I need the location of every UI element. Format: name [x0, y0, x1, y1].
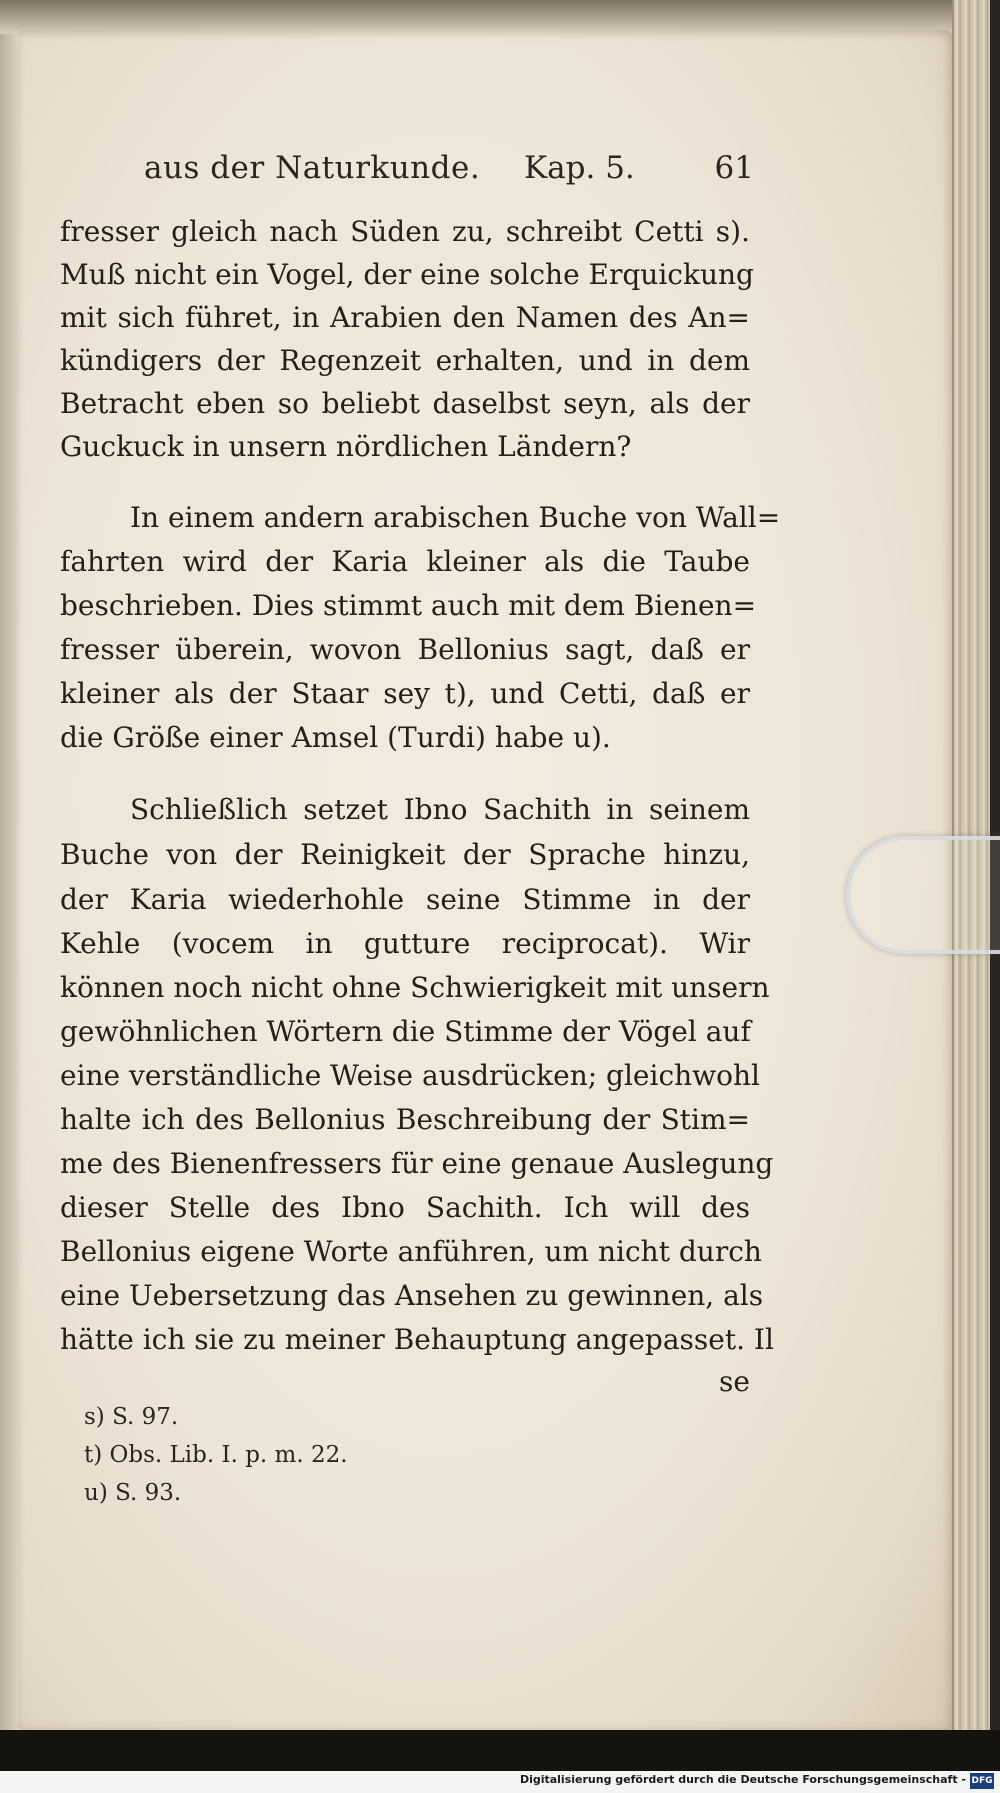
chapter-label: Kap. 5.	[524, 150, 635, 186]
text-line: kleiner als der Staar sey t), und Cetti, daß er	[60, 677, 750, 710]
text-line: beschrieben. Dies stimmt auch mit dem Bienen=	[60, 589, 757, 622]
text-line: der Karia wiederhohle seine Stimme in der	[60, 883, 750, 916]
text-line: gewöhnlichen Wörtern die Stimme der Vögel auf	[60, 1015, 751, 1048]
text-line: Schließlich setzet Ibno Sachith in seinem	[130, 793, 750, 826]
text-line: können noch nicht ohne Schwierigkeit mit unsern	[60, 971, 770, 1004]
text-line: mit sich führet, in Arabien den Namen des An=	[60, 301, 750, 334]
footnote: t) Obs. Lib. I. p. m. 22.	[84, 1442, 348, 1468]
text-line: dieser Stelle des Ibno Sachith. Ich will des	[60, 1191, 750, 1224]
text-line: Betracht eben so beliebt daselbst seyn, als der	[60, 387, 750, 420]
text-line: Bellonius eigene Worte anführen, um nicht durch	[60, 1235, 762, 1268]
text-line: halte ich des Bellonius Beschreibung der Stim=	[60, 1103, 750, 1136]
text-line: eine verständliche Weise ausdrücken; gleichwohl	[60, 1059, 760, 1092]
footnote: u) S. 93.	[84, 1480, 182, 1506]
text-line: fresser gleich nach Süden zu, schreibt Cetti s).	[60, 215, 750, 248]
text-line: fahrten wird der Karia kleiner als die Taube	[60, 545, 750, 578]
text-line: Kehle (vocem in gutture reciprocat). Wir	[60, 927, 750, 960]
text-line: Guckuck in unsern nördlichen Ländern?	[60, 430, 632, 463]
text-line: me des Bienenfressers für eine genaue Auslegung	[60, 1147, 774, 1180]
text-line: Buche von der Reinigkeit der Sprache hinzu,	[60, 838, 750, 871]
plastic-page-clip	[846, 836, 1000, 954]
text-line: hätte ich sie zu meiner Behauptung angepasset. Il	[60, 1323, 774, 1356]
text-line: kündigers der Regenzeit erhalten, und in dem	[60, 344, 750, 377]
running-title: aus der Naturkunde.	[144, 150, 481, 186]
page-number: 61	[714, 150, 754, 186]
footnote: s) S. 97.	[84, 1404, 179, 1430]
digitization-credit: Digitalisierung gefördert durch die Deutsche Forschungsgemeinschaft -	[519, 1773, 966, 1786]
catchword: se	[719, 1365, 750, 1398]
text-line: Muß nicht ein Vogel, der eine solche Erquickung	[60, 258, 754, 291]
text-line: eine Uebersetzung das Ansehen zu gewinnen, als	[60, 1279, 764, 1312]
book-top-edge	[0, 0, 1000, 34]
text-line: die Größe einer Amsel (Turdi) habe u).	[60, 721, 611, 754]
text-line: In einem andern arabischen Buche von Wall=	[130, 501, 781, 534]
text-line: fresser überein, wovon Bellonius sagt, daß er	[60, 633, 750, 666]
dfg-logo: DFG	[970, 1773, 994, 1789]
